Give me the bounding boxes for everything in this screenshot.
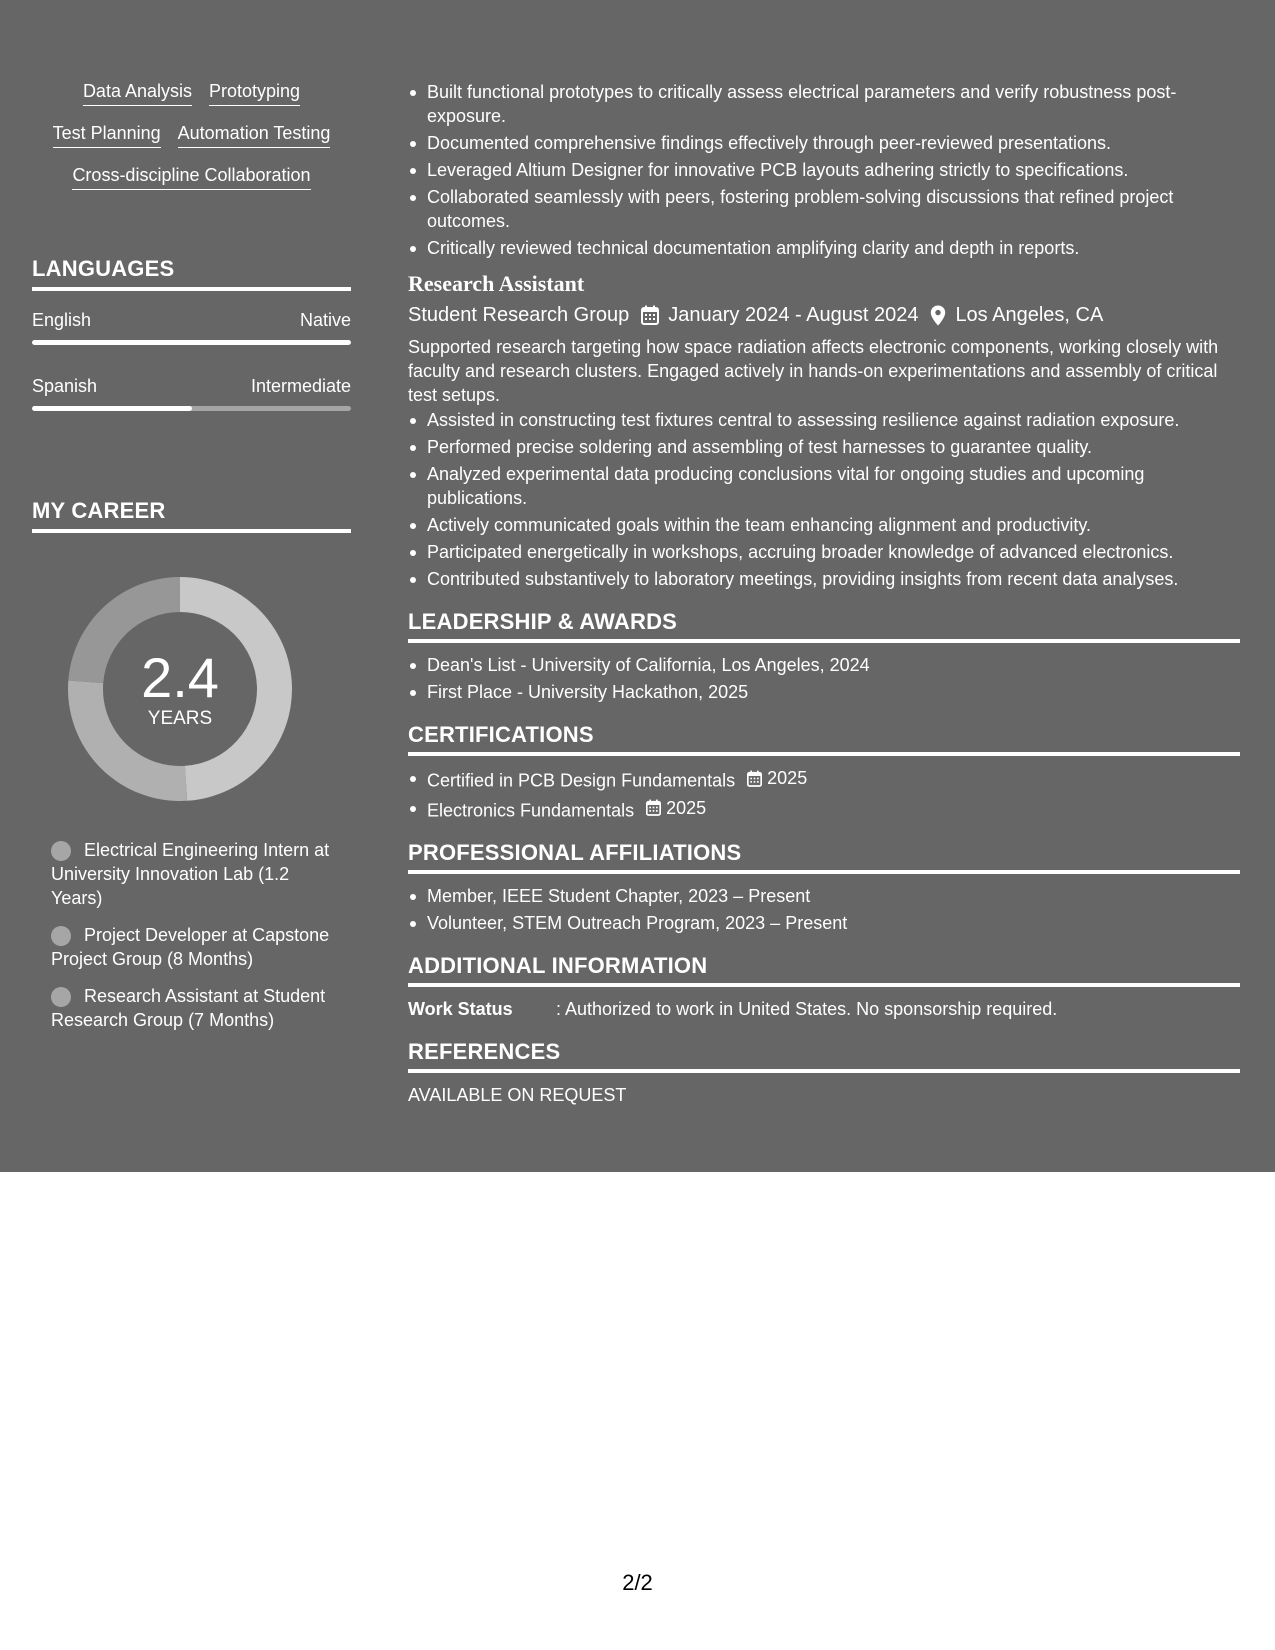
affiliations-heading: PROFESSIONAL AFFILIATIONS — [408, 840, 1240, 874]
career-total-years: 2.4 — [141, 646, 219, 709]
language-proficiency-fill — [32, 340, 351, 345]
bullet-item: First Place - University Hackathon, 2025 — [408, 680, 1240, 704]
bullet-item: Leveraged Altium Designer for innovative PCB layouts adhering strictly to specifications. — [408, 158, 1240, 182]
affiliations-list — [408, 884, 1240, 935]
career-list — [51, 838, 331, 1032]
skill-tag: Data Analysis — [83, 80, 192, 106]
language-level: Native — [299, 310, 351, 330]
certification-item — [408, 796, 1240, 823]
left-column — [32, 80, 351, 1030]
bullet-item: Documented comprehensive findings effectively through peer-reviewed presentations. — [408, 131, 1240, 155]
career-dot-icon — [51, 841, 71, 861]
page-number: 2/2 — [622, 1570, 653, 1595]
certifications-list — [408, 766, 1240, 822]
job-company: Student Research Group — [408, 304, 630, 326]
career-item-text: Project Developer at Capstone Project Group (8 Months) — [51, 925, 330, 969]
bullet-item: Critically reviewed technical documentation amplifying clarity and depth in reports. — [408, 236, 1240, 260]
job-bullets — [408, 408, 1240, 591]
certifications-heading: CERTIFICATIONS — [408, 722, 1240, 756]
work-status-row — [408, 997, 1240, 1021]
work-status-label: Work Status — [408, 999, 513, 1019]
language-name: Spanish — [32, 376, 98, 396]
career-item-text: Research Assistant at Student Research Group (7 Months) — [51, 986, 326, 1030]
language-name: English — [32, 310, 92, 330]
languages-heading: LANGUAGES — [32, 256, 351, 291]
bullet-item: Built functional prototypes to critically assess electrical parameters and verify robustness post-exposure. — [408, 80, 1240, 128]
language-proficiency-fill — [32, 406, 192, 411]
job-meta — [408, 301, 1240, 329]
language-item — [32, 375, 351, 411]
certification-item — [408, 766, 1240, 793]
career-item — [51, 838, 331, 910]
career-item — [51, 923, 331, 971]
leadership-heading: LEADERSHIP & AWARDS — [408, 609, 1240, 643]
certification-date — [747, 766, 807, 790]
work-status-value: : Authorized to work in United States. No sponsorship required. — [556, 999, 1058, 1019]
experience-bullets — [408, 80, 1240, 260]
career-item-text: Electrical Engineering Intern at University Innovation Lab (1.2 Years) — [51, 840, 330, 908]
skill-tag: Automation Testing — [178, 122, 331, 148]
bullet-item: Participated energetically in workshops, accruing broader knowledge of advanced electronics. — [408, 540, 1240, 564]
job-location: Los Angeles, CA — [955, 304, 1104, 326]
references-heading: REFERENCES — [408, 1039, 1240, 1073]
calendar-icon — [646, 799, 661, 816]
references-text: AVAILABLE ON REQUEST — [408, 1085, 627, 1105]
bullet-item: Assisted in constructing test fixtures central to assessing resilience against radiation exposure. — [408, 408, 1240, 432]
career-donut-chart — [67, 576, 293, 802]
language-level: Intermediate — [250, 376, 351, 396]
additional-info-heading: ADDITIONAL INFORMATION — [408, 953, 1240, 987]
skill-tag: Cross-discipline Collaboration — [72, 164, 310, 190]
bullet-item: Contributed substantively to laboratory meetings, providing insights from recent data analyses. — [408, 567, 1240, 591]
language-item — [32, 309, 351, 345]
certification-year: 2025 — [767, 768, 808, 788]
career-donut-center — [67, 576, 293, 802]
leadership-list — [408, 653, 1240, 704]
certification-name: Electronics Fundamentals — [427, 800, 635, 820]
bullet-item: Performed precise soldering and assembling of test harnesses to guarantee quality. — [408, 435, 1240, 459]
certification-date — [646, 796, 706, 820]
location-pin-icon — [930, 305, 946, 326]
right-column — [408, 80, 1240, 1107]
bullet-item: Volunteer, STEM Outreach Program, 2023 – Present — [408, 911, 1240, 935]
job-title: Research Assistant — [408, 271, 585, 296]
research-job — [408, 270, 1240, 591]
certification-year: 2025 — [666, 797, 707, 818]
language-proficiency-bar — [32, 406, 351, 411]
skill-tag: Test Planning — [53, 122, 161, 148]
career-section — [32, 498, 351, 1045]
career-item — [51, 984, 331, 1032]
bullet-item: Analyzed experimental data producing conclusions vital for ongoing studies and upcoming publications. — [408, 462, 1240, 510]
bullet-item: Member, IEEE Student Chapter, 2023 – Present — [408, 884, 1240, 908]
language-proficiency-bar — [32, 340, 351, 345]
career-dot-icon — [51, 926, 71, 946]
calendar-icon — [747, 770, 762, 787]
skill-tag: Prototyping — [209, 80, 300, 106]
skills-list — [32, 80, 351, 190]
bullet-item: Actively communicated goals within the team enhancing alignment and productivity. — [408, 513, 1240, 537]
job-dates: January 2024 - August 2024 — [668, 304, 919, 326]
languages-section — [32, 256, 351, 411]
job-description: Supported research targeting how space radiation affects electronic components, working closely with faculty and research clusters. Engaged actively in hands-on experimentations and assembly of critical test setups. — [408, 337, 1219, 405]
career-dot-icon — [51, 987, 71, 1007]
calendar-icon — [641, 305, 659, 325]
career-total-unit: YEARS — [147, 708, 213, 729]
bullet-item: Collaborated seamlessly with peers, fostering problem-solving discussions that refined project outcomes. — [408, 185, 1240, 233]
certification-name: Certified in PCB Design Fundamentals — [427, 770, 736, 791]
career-heading: MY CAREER — [32, 498, 351, 533]
bullet-item: Dean's List - University of California, Los Angeles, 2024 — [408, 653, 1240, 677]
